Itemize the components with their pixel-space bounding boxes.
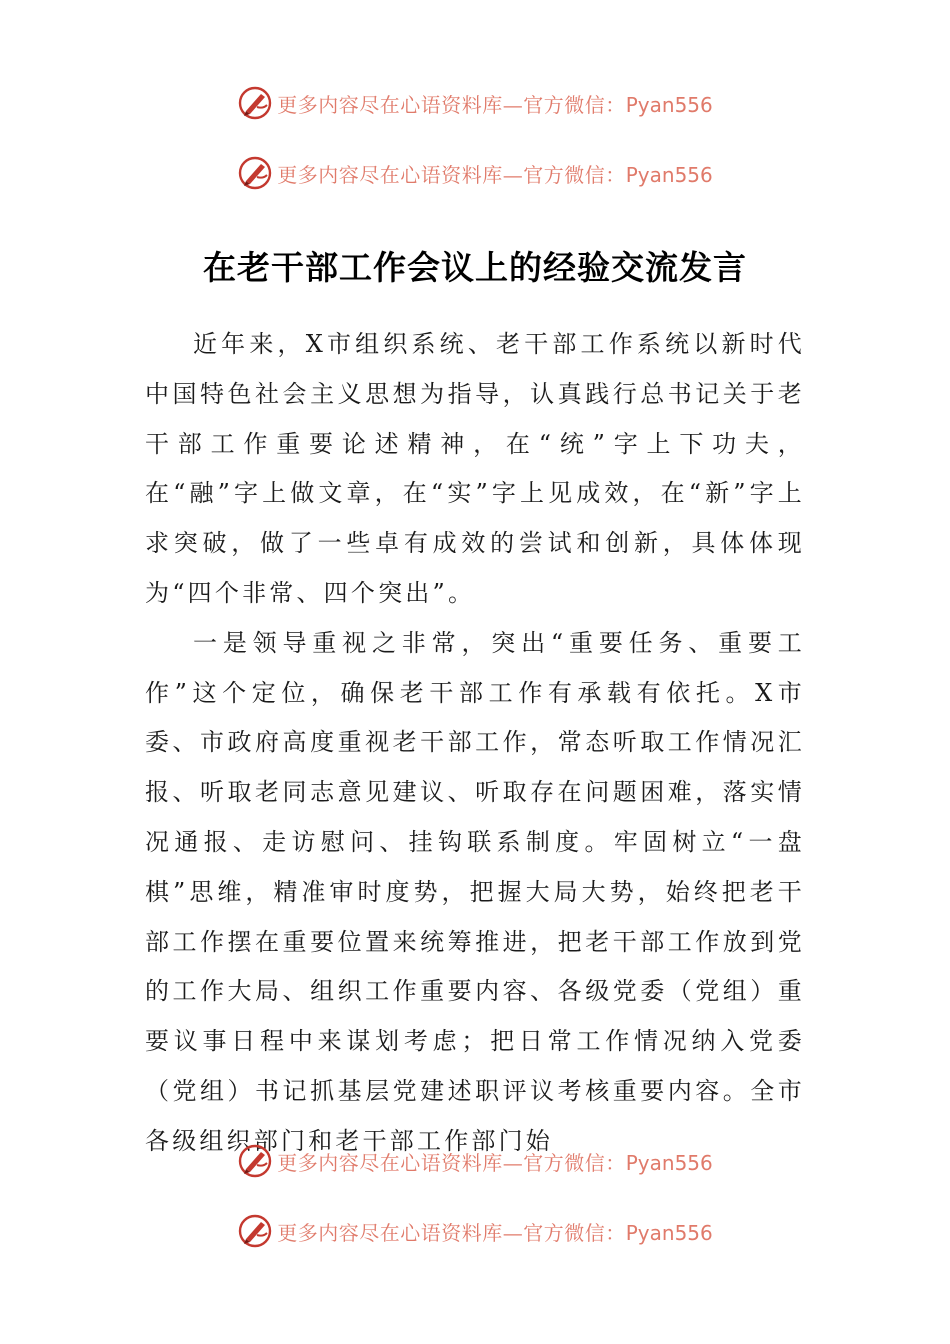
watermark-text: 更多内容尽在心语资料库—官方微信：Pyan556 (277, 162, 713, 187)
pen-logo-icon (237, 1213, 273, 1249)
pen-logo-icon (237, 1143, 273, 1179)
watermark-text: 更多内容尽在心语资料库—官方微信：Pyan556 (277, 1150, 713, 1175)
watermark-text: 更多内容尽在心语资料库—官方微信：Pyan556 (277, 92, 713, 117)
document-body (145, 320, 805, 1167)
paragraph-1: 近年来，X市组织系统、老干部工作系统以新时代中国特色社会主义思想为指导，认真践行总书记关于老干部工作重要论述精神，在“统”字上下功夫，在“融”字上做文章，在“实”字上见成效，在“新”字上求突破，做了一些卓有成效的尝试和创新，具体体现为“四个非常、四个突出”。 (145, 330, 805, 607)
pen-logo-icon (237, 155, 273, 191)
watermark-banner-bottom-1 (0, 1141, 950, 1181)
pen-logo-icon (237, 85, 273, 121)
paragraph-2: 一是领导重视之非常，突出“重要任务、重要工作”这个定位，确保老干部工作有承载有依托。X市委、市政府高度重视老干部工作，常态听取工作情况汇报、听取老同志意见建议、听取存在问题困难，落实情况通报、走访慰问、挂钩联系制度。牢固树立“一盘棋”思维，精准审时度势，把握大局大势，始终把老干部工作摆在重要位置来统筹推进，把老干部工作放到党的工作大局、组织工作重要内容、各级党委（党组）重要议事日程中来谋划考虑；把日常工作情况纳入党委（党组）书记抓基层党建述职评议考核重要内容。全市各级组织部门和老干部工作部门始 (145, 628, 805, 1155)
document-title: 在老干部工作会议上的经验交流发言 (203, 248, 747, 287)
wechat-id: Pyan556 (625, 92, 713, 117)
wechat-id: Pyan556 (625, 162, 713, 187)
wechat-id: Pyan556 (625, 1150, 713, 1175)
wechat-id: Pyan556 (625, 1220, 713, 1245)
watermark-banner-top-2 (0, 153, 950, 193)
watermark-banner-top-1 (0, 83, 950, 123)
watermark-text: 更多内容尽在心语资料库—官方微信：Pyan556 (277, 1220, 713, 1245)
watermark-banner-bottom-2 (0, 1211, 950, 1251)
